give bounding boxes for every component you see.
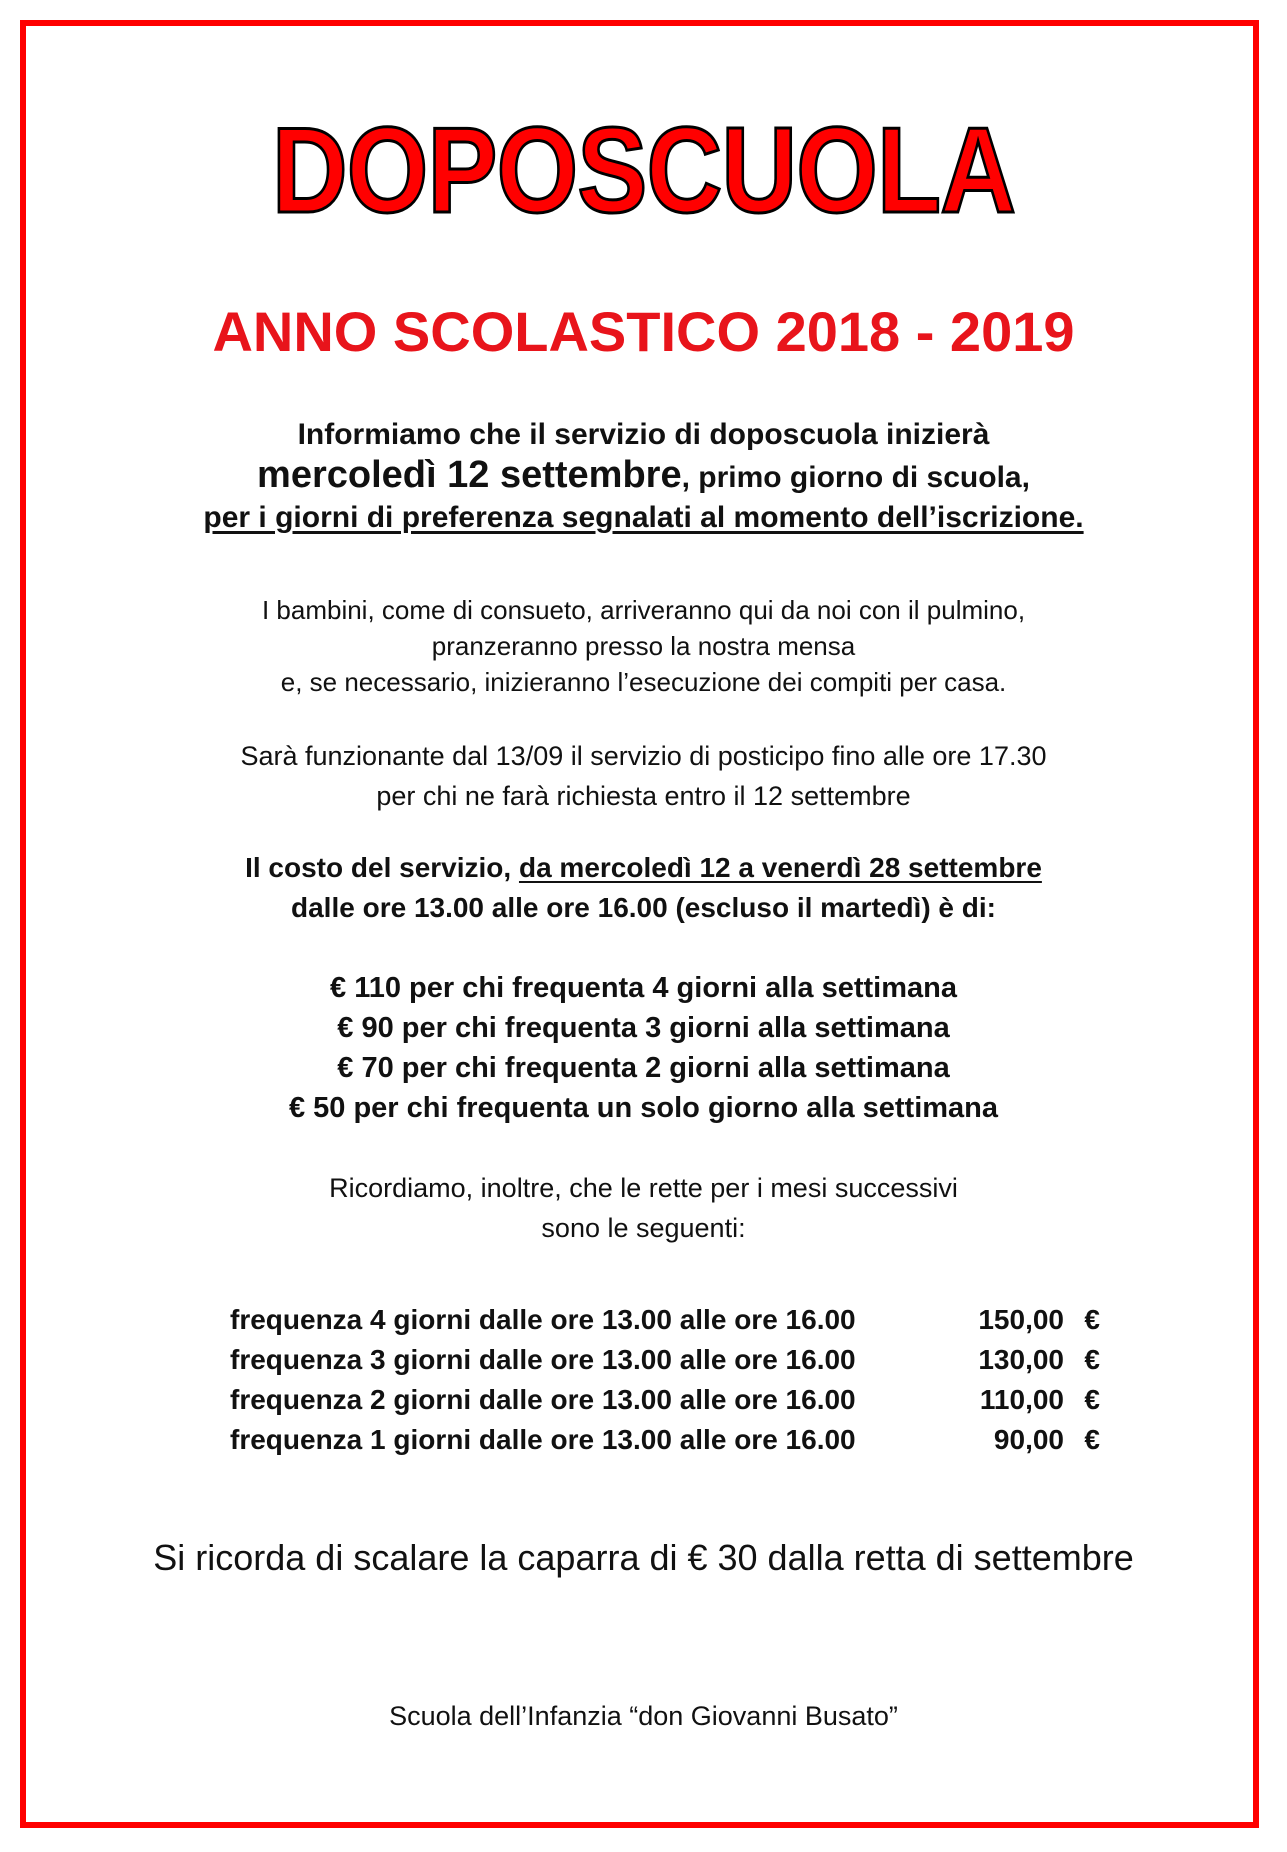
rate-value [960, 1300, 1100, 1340]
reminder-line-1: Ricordiamo, inoltre, che le rette per i mesi successivi [329, 1173, 958, 1203]
intro-paragraph [0, 415, 1287, 538]
rate-value [960, 1380, 1100, 1420]
rate-label: frequenza 3 giorni dalle ore 13.00 alle ore 16.00 [230, 1344, 856, 1375]
september-price-item: € 90 per chi frequenta 3 giorni alla settimana [337, 1012, 950, 1044]
school-signature: Scuola dell’Infanzia “don Giovanni Busato” [389, 1701, 898, 1731]
cost-line-2: dalle ore 13.00 alle ore 16.00 (escluso il martedì) è di: [291, 892, 996, 923]
rate-amount: 110,00 [979, 1384, 1064, 1415]
reminder-line-2: sono le seguenti: [541, 1213, 746, 1243]
cost-line-1-intro: Il costo del servizio, [245, 852, 519, 883]
rate-value [960, 1340, 1100, 1380]
posticipo-line-1: Sarà funzionante dal 13/09 il servizio di posticipo fino alle ore 17.30 [240, 741, 1047, 771]
children-line-3: e, se necessario, inizieranno l’esecuzione dei compiti per casa. [280, 667, 1007, 697]
rate-amount: 150,00 [978, 1304, 1064, 1335]
monthly-rates-table [230, 1300, 1100, 1460]
euro-symbol: € [1084, 1424, 1100, 1455]
september-price-list [0, 968, 1287, 1128]
rate-amount: 90,00 [993, 1424, 1064, 1455]
september-price-item: € 70 per chi frequenta 2 giorni alla settimana [337, 1052, 950, 1084]
rate-amount: 130,00 [978, 1344, 1064, 1375]
start-date: mercoledì 12 settembre [257, 454, 682, 496]
rate-row [230, 1420, 1100, 1460]
rate-label: frequenza 1 giorni dalle ore 13.00 alle ore 16.00 [230, 1424, 856, 1455]
september-price-item: € 50 per chi frequenta un solo giorno alla settimana [288, 1092, 999, 1124]
cost-line-1 [0, 848, 1287, 888]
euro-symbol: € [1084, 1384, 1100, 1415]
posticipo-paragraph [0, 736, 1287, 816]
rate-label: frequenza 2 giorni dalle ore 13.00 alle ore 16.00 [230, 1384, 856, 1415]
intro-line-3: per i giorni di preferenza segnalati al momento dell’iscrizione. [203, 501, 1084, 534]
page-title: DOPOSCUOLA [271, 102, 1016, 238]
deposit-note: Si ricorda di scalare la caparra di € 30 dalla retta di settembre [153, 1537, 1134, 1578]
intro-line-1: Informiamo che il servizio di doposcuola inizierà [297, 418, 990, 451]
euro-symbol: € [1084, 1344, 1100, 1375]
rate-row [230, 1340, 1100, 1380]
rate-value [960, 1420, 1100, 1460]
september-price-item: € 110 per chi frequenta 4 giorni alla settimana [330, 972, 957, 1004]
rate-label: frequenza 4 giorni dalle ore 13.00 alle ore 16.00 [230, 1304, 856, 1335]
rate-row [230, 1380, 1100, 1420]
posticipo-line-2: per chi ne farà richiesta entro il 12 settembre [376, 781, 911, 811]
intro-line-2 [0, 455, 1287, 498]
school-year-heading: ANNO SCOLASTICO 2018 - 2019 [212, 300, 1075, 363]
cost-paragraph [0, 848, 1287, 928]
reminder-paragraph [0, 1168, 1287, 1248]
intro-line-2-rest: , primo giorno di scuola, [681, 461, 1030, 494]
children-line-1: I bambini, come di consueto, arriveranno qui da noi con il pulmino, [261, 595, 1026, 625]
cost-period: da mercoledì 12 a venerdì 28 settembre [518, 852, 1042, 883]
rate-row [230, 1300, 1100, 1340]
children-line-2: pranzeranno presso la nostra mensa [431, 631, 856, 661]
children-paragraph [0, 592, 1287, 700]
euro-symbol: € [1084, 1304, 1100, 1335]
